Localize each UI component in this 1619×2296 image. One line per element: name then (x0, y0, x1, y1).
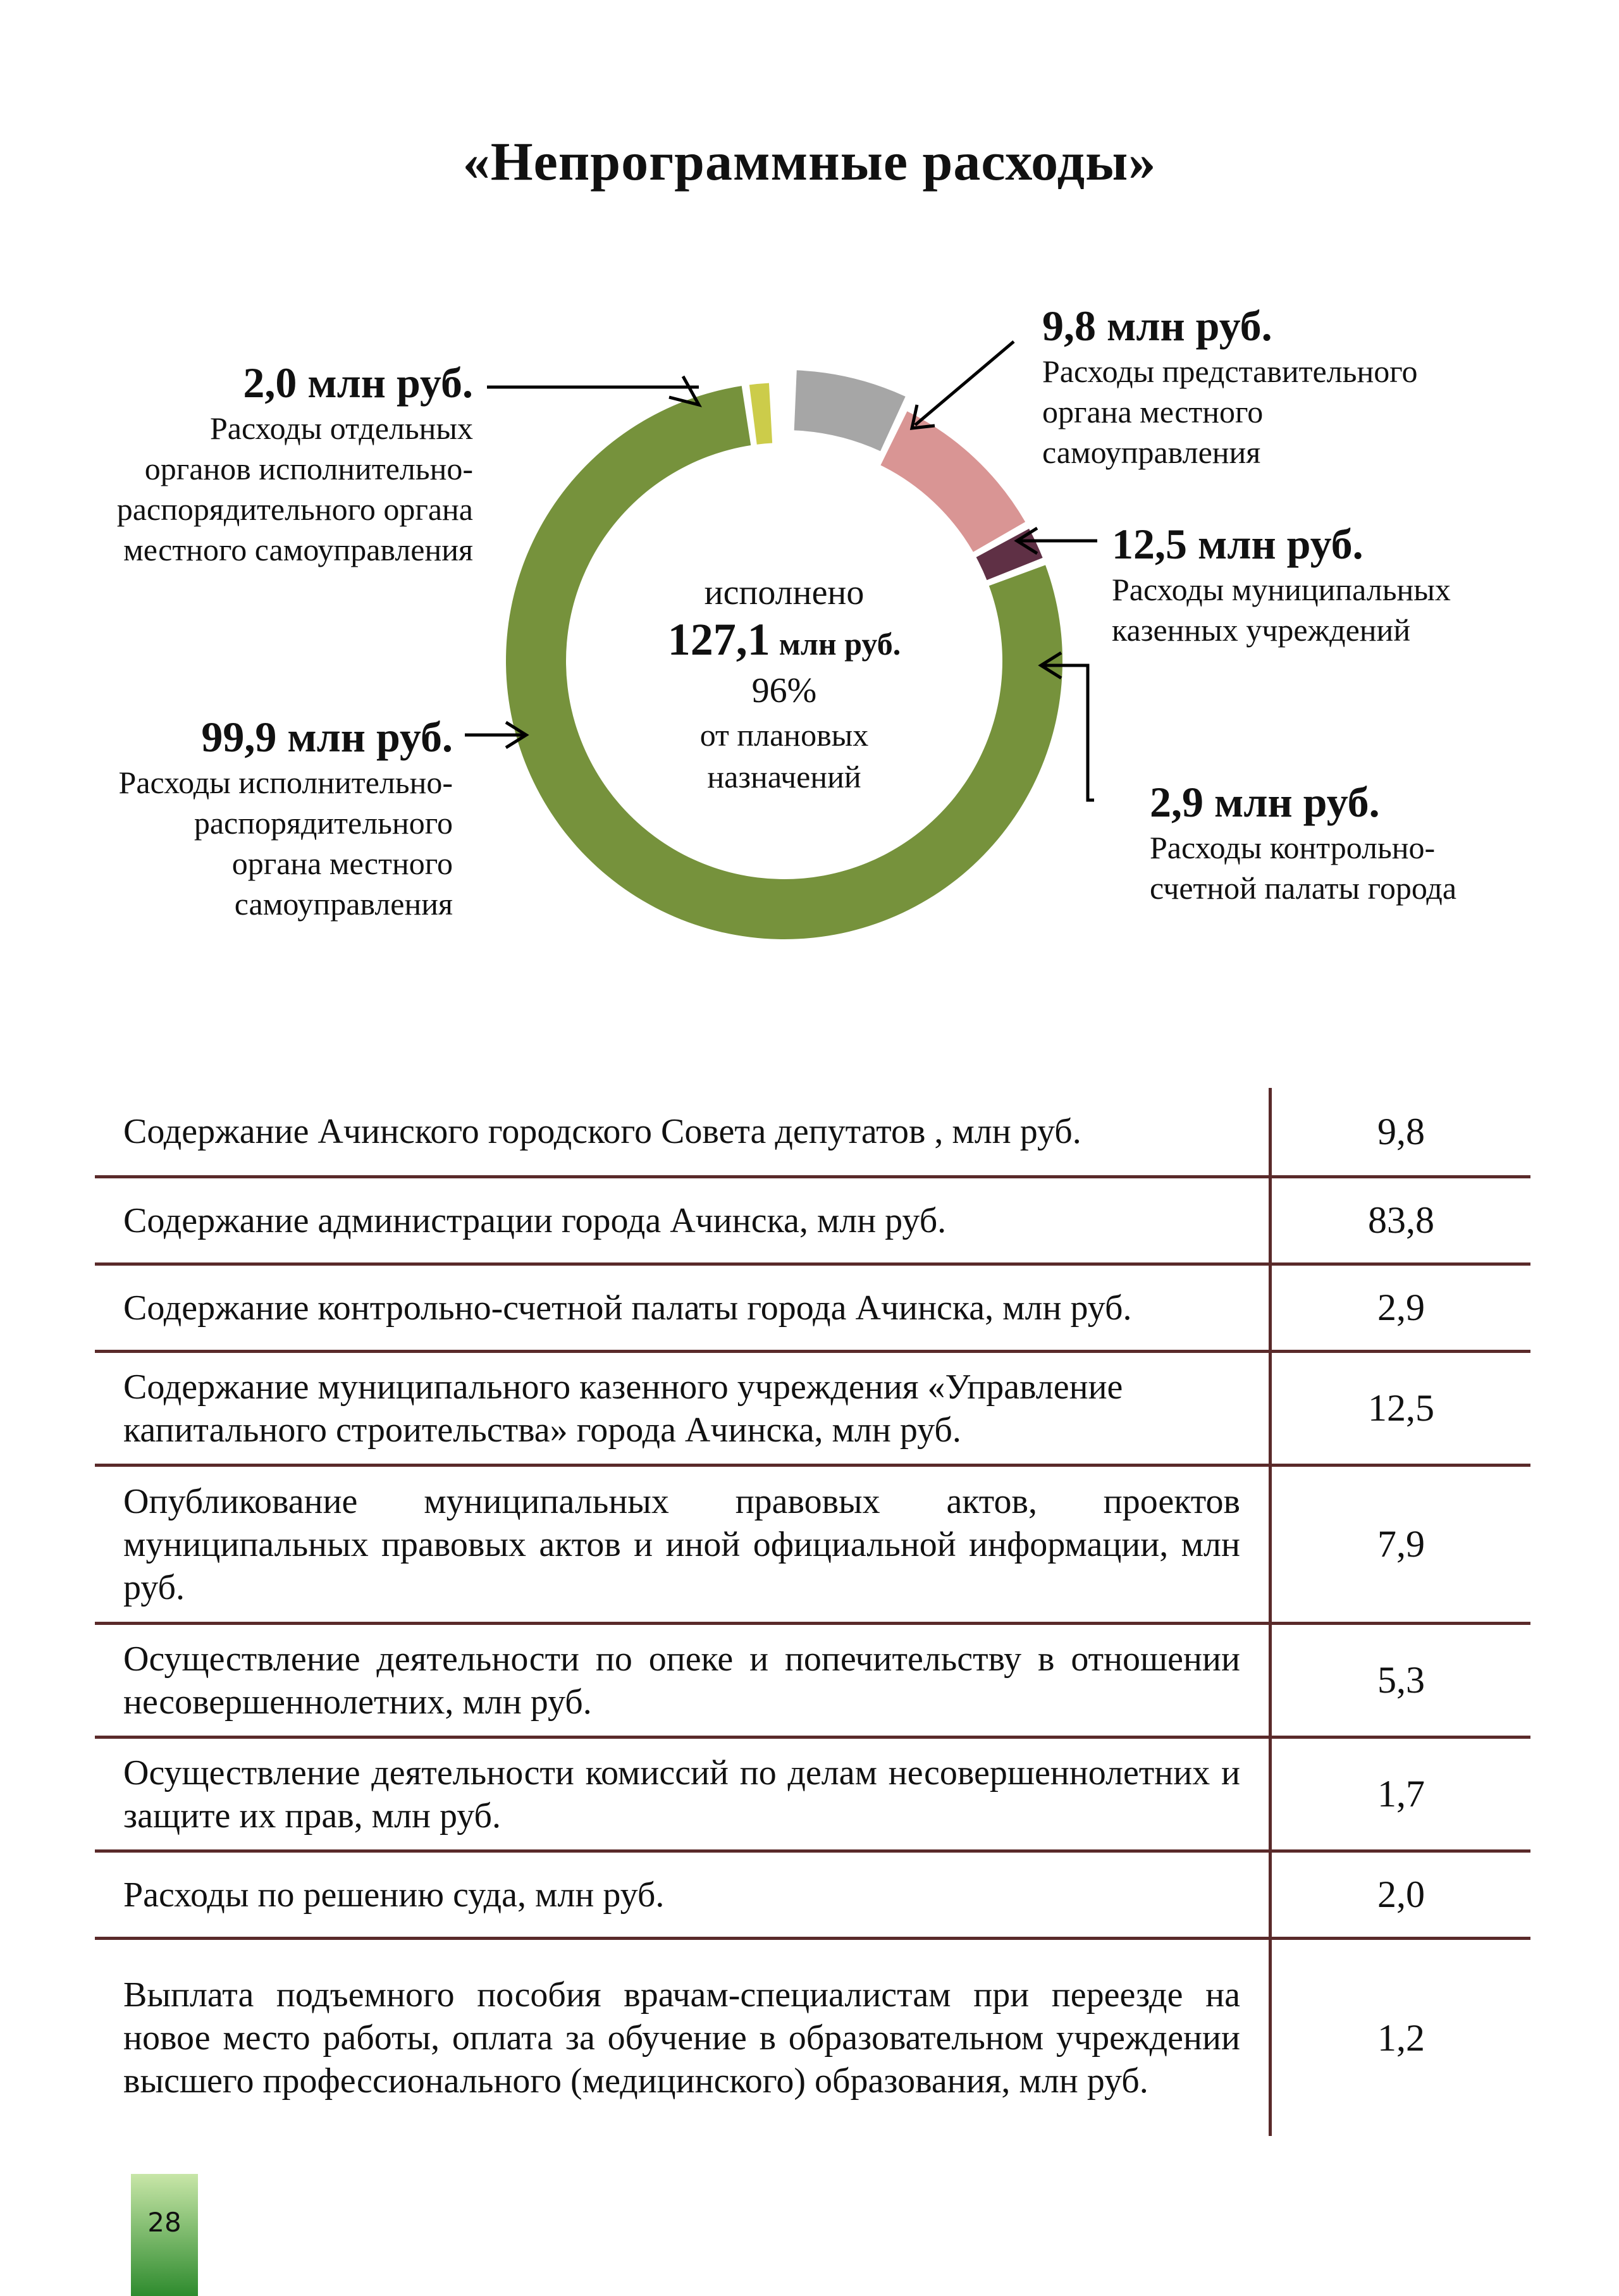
row-name (95, 1739, 1269, 1849)
row-value: 12,5 (1269, 1353, 1530, 1464)
row-name (95, 1467, 1269, 1622)
table-row (95, 1353, 1530, 1467)
label-text: распорядительного органа (116, 491, 473, 527)
row-name-text: Осуществление деятельности комиссий по делам несовершеннолетних и защите их прав, млн руб. (123, 1753, 1240, 1836)
label-executive-authority (63, 712, 453, 924)
row-value: 5,3 (1269, 1625, 1530, 1736)
label-text: распорядительного (194, 805, 453, 841)
label-value: 2,0 млн руб. (243, 359, 473, 407)
label-value: 12,5 млн руб. (1112, 520, 1364, 568)
label-text: Расходы муниципальных (1112, 572, 1451, 607)
row-value: 7,9 (1269, 1467, 1530, 1622)
label-value: 99,9 млн руб. (201, 713, 453, 761)
center-line1: исполнено (704, 573, 865, 612)
row-name (95, 1625, 1269, 1736)
table-row (95, 1467, 1530, 1625)
label-text: казенных учреждений (1112, 612, 1411, 648)
table-row (95, 1178, 1530, 1266)
row-value: 9,8 (1269, 1088, 1530, 1175)
arrow-line-r1 (915, 342, 1014, 425)
label-text: самоуправления (234, 886, 453, 922)
row-value: 1,2 (1269, 1940, 1530, 2136)
table-row (95, 1739, 1530, 1853)
center-line4: от плановых (699, 717, 869, 753)
slice-individual-bodies (749, 383, 772, 445)
page-title: «Непрограммные расходы» (462, 131, 1157, 192)
row-name (95, 1940, 1269, 2136)
row-name-text: Выплата подъемного пособия врачам-специалистам при переезде на новое место работы, оплата за обучение в образовательном учреждении высшего профессионального (медицинского) образования, млн руб. (123, 1975, 1240, 2101)
label-text: Расходы исполнительно- (118, 765, 453, 800)
table-row (95, 1940, 1530, 2136)
label-representative-body (1042, 300, 1548, 472)
row-value: 2,0 (1269, 1853, 1530, 1937)
slice-municipal-institutions (880, 411, 1025, 552)
slice-representative-body (794, 370, 906, 451)
expenses-table (95, 1088, 1530, 2136)
label-executive-bodies (63, 357, 473, 570)
row-name: Содержание Ачинского городского Совета депутатов , млн руб. (123, 1112, 1081, 1151)
row-value: 2,9 (1269, 1266, 1530, 1350)
row-value: 1,7 (1269, 1739, 1530, 1849)
row-value: 83,8 (1269, 1178, 1530, 1262)
label-control-chamber (1150, 777, 1554, 908)
label-municipal-institutions (1112, 519, 1554, 650)
center-line5: назначений (707, 759, 861, 794)
row-name: Содержание контрольно-счетной палаты города Ачинска, млн руб. (123, 1288, 1132, 1328)
label-text: Расходы контрольно- (1150, 830, 1436, 865)
label-value: 9,8 млн руб. (1042, 302, 1272, 350)
center-percent: 96% (751, 671, 817, 710)
row-name: Расходы по решению суда, млн руб. (123, 1875, 665, 1915)
table-row (95, 1266, 1530, 1353)
row-name: Содержание администрации города Ачинска, млн руб. (123, 1200, 947, 1240)
label-text: Расходы представительного (1042, 354, 1418, 389)
label-text: местного самоуправления (123, 532, 473, 567)
label-text: органов исполнительно- (144, 451, 473, 486)
page-number: 28 (131, 2174, 198, 2296)
table-row (95, 1853, 1530, 1940)
label-text: самоуправления (1042, 435, 1261, 470)
donut-center (651, 569, 917, 798)
row-name-text: Осуществление деятельности по опеке и попечительству в отношении несовершеннолетних, млн руб. (123, 1639, 1240, 1722)
label-value: 2,9 млн руб. (1150, 778, 1380, 826)
label-text: счетной палаты города (1150, 870, 1457, 906)
row-name: Содержание муниципального казенного учреждения «Управление капитального строительства» города Ачинска, млн руб. (123, 1367, 1123, 1450)
label-text: органа местного (231, 846, 453, 881)
row-name-text: Опубликование муниципальных правовых актов, проектов муниципальных правовых актов и иной официальной информации, млн руб. (123, 1481, 1240, 1607)
table-row (95, 1088, 1530, 1178)
table-row (95, 1625, 1530, 1739)
label-text: Расходы отдельных (210, 410, 473, 446)
center-unit: млн руб. (779, 626, 901, 662)
label-text: органа местного (1042, 394, 1264, 429)
center-total: 127,1 (667, 614, 770, 665)
